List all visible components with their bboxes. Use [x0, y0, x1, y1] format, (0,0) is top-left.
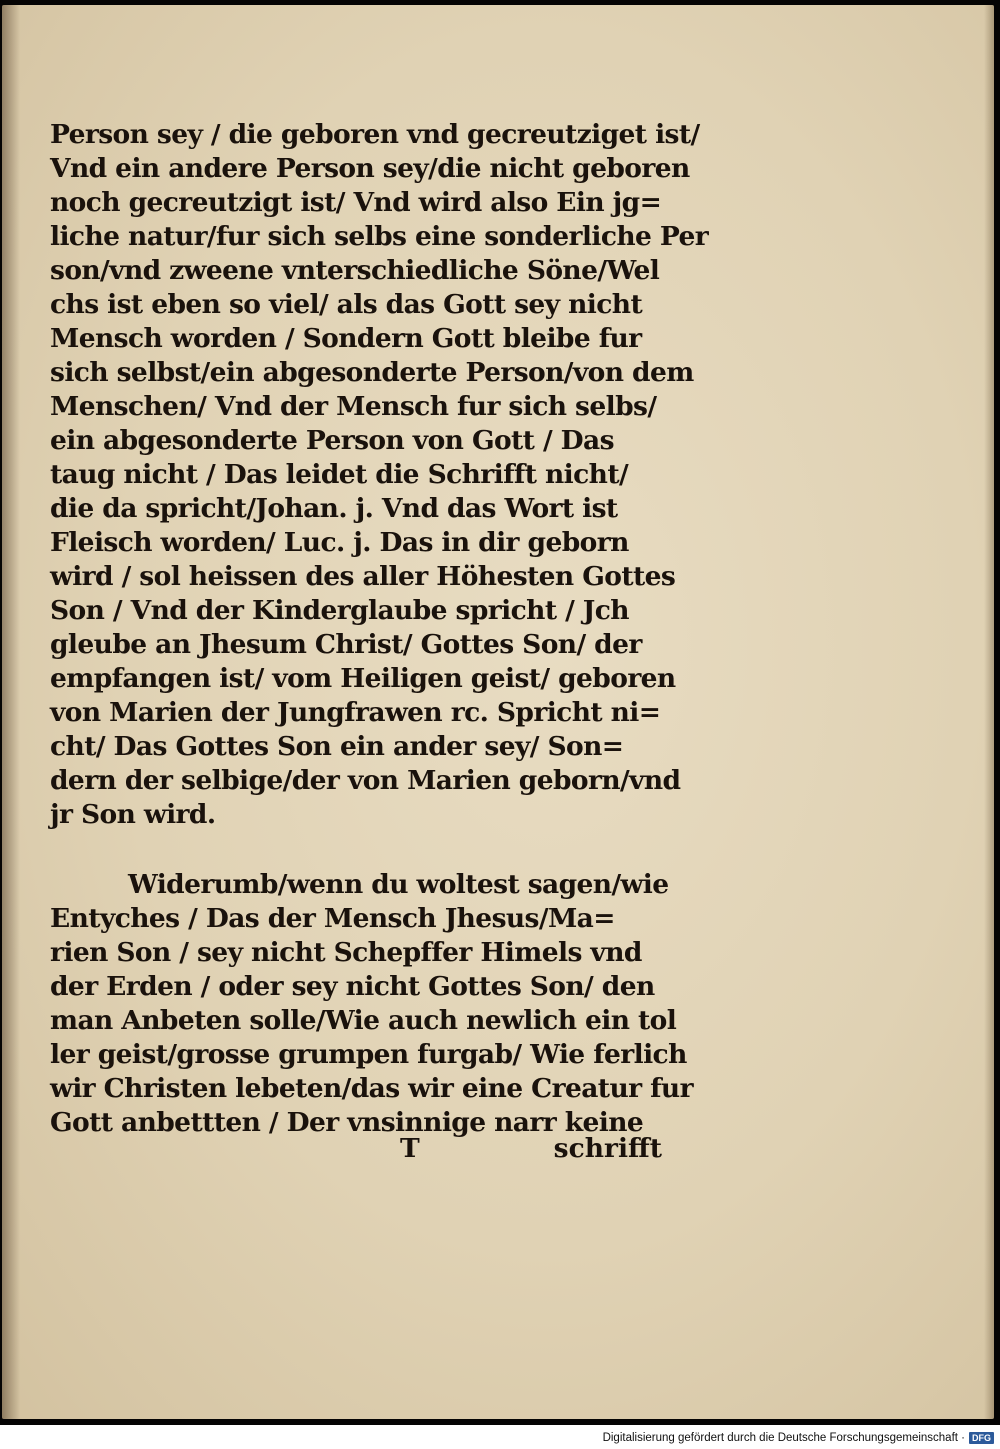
paragraph-2 — [50, 868, 693, 1140]
text-line: Menschen/ Vnd der Mensch fur sich selbs/ — [50, 391, 657, 422]
text-line: noch gecreutzigt ist/ Vnd wird also Ein jg= — [50, 187, 662, 218]
page-footer — [50, 1133, 690, 1173]
text-line: jr Son wird. — [50, 799, 216, 830]
text-line: liche natur/fur sich selbs eine sonderliche Per — [50, 221, 709, 252]
text-line: rien Son / sey nicht Schepffer Himels vnd — [50, 937, 642, 968]
text-line: Vnd ein andere Person sey/die nicht geboren — [50, 153, 690, 184]
text-line: taug nicht / Das leidet die Schrifft nicht/ — [50, 459, 629, 490]
text-line: Fleisch worden/ Luc. j. Das in dir geborn — [50, 527, 629, 558]
dfg-logo-icon: DFG — [969, 1432, 994, 1444]
page-edge-shadow — [984, 5, 994, 1419]
text-line: sich selbst/ein abgesonderte Person/von dem — [50, 357, 694, 388]
text-line: Widerumb/wenn du woltest sagen/wie — [128, 869, 669, 900]
credit-text: Digitalisierung gefördert durch die Deutsche Forschungsgemeinschaft · — [602, 1432, 965, 1444]
text-line: wird / sol heissen des aller Höhesten Gottes — [50, 561, 676, 592]
text-line: son/vnd zweene vnterschiedliche Söne/Wel — [50, 255, 660, 286]
text-line: man Anbeten solle/Wie auch newlich ein tol — [50, 1005, 677, 1036]
text-line: ein abgesonderte Person von Gott / Das — [50, 425, 614, 456]
catchword: schrifft — [553, 1133, 662, 1164]
text-line: chs ist eben so viel/ als das Gott sey nicht — [50, 289, 643, 320]
text-line: Person sey / die geboren vnd gecreutziget ist/ — [50, 119, 700, 150]
paragraph-1 — [50, 118, 709, 832]
text-line: gleube an Jhesum Christ/ Gottes Son/ der — [50, 629, 642, 660]
text-line: Son / Vnd der Kinderglaube spricht / Jch — [50, 595, 629, 626]
funding-credit — [603, 1430, 994, 1446]
text-line: cht/ Das Gottes Son ein ander sey/ Son= — [50, 731, 624, 762]
body-text — [50, 118, 709, 1140]
text-line: empfangen ist/ vom Heiligen geist/ geboren — [50, 663, 676, 694]
gutter-shadow — [2, 5, 20, 1419]
text-line: Gott anbettten / Der vnsinnige narr keine — [50, 1107, 644, 1138]
text-line: von Marien der Jungfrawen rc. Spricht ni= — [50, 697, 661, 728]
signature-mark: T — [400, 1133, 420, 1164]
text-line: Entyches / Das der Mensch Jhesus/Ma= — [50, 903, 615, 934]
text-line: dern der selbige/der von Marien geborn/vnd — [50, 765, 681, 796]
text-line: der Erden / oder sey nicht Gottes Son/ den — [50, 971, 655, 1002]
book-page — [2, 5, 994, 1419]
text-line: ler geist/grosse grumpen furgab/ Wie ferlich — [50, 1039, 687, 1070]
text-line: wir Christen lebeten/das wir eine Creatur fur — [50, 1073, 693, 1104]
text-line: die da spricht/Johan. j. Vnd das Wort ist — [50, 493, 618, 524]
paragraph-gap — [50, 832, 690, 868]
text-line: Mensch worden / Sondern Gott bleibe fur — [50, 323, 642, 354]
